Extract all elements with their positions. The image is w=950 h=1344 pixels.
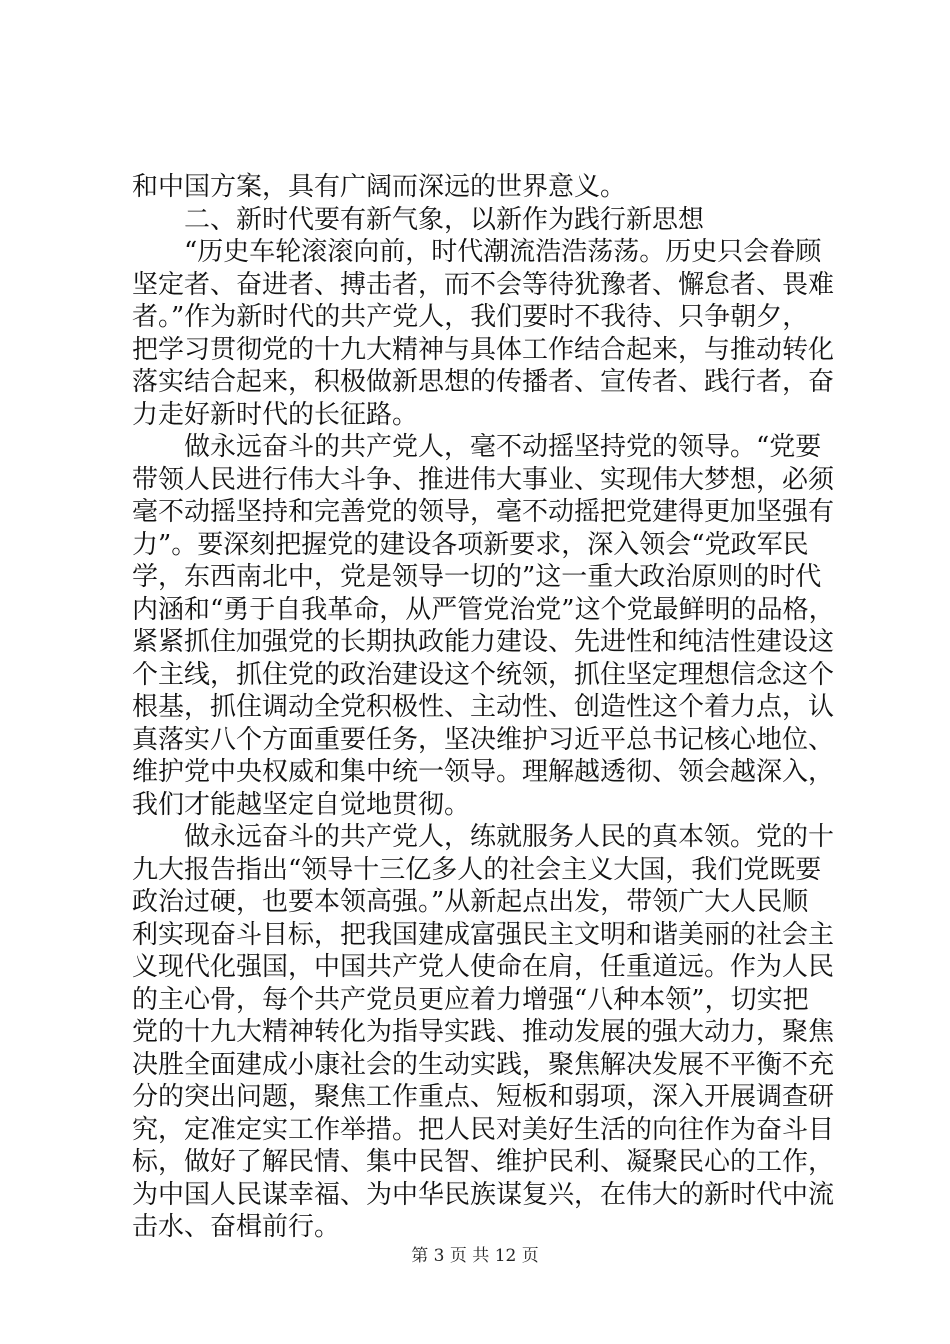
document-body: [132, 171, 835, 1244]
text-line: 真落实八个方面重要任务，坚决维护习近平总书记核心地位、: [132, 724, 835, 755]
text-line: 紧紧抓住加强党的长期执政能力建设、先进性和纯洁性建设这: [132, 627, 835, 657]
page-number-footer: 第 3 页 共 12 页: [411, 1246, 539, 1266]
text-line: 党的十九大精神转化为指导实践、推动发展的强大动力，聚焦: [132, 1017, 835, 1047]
text-line: 学，东西南北中，党是领导一切的”这一重大政治原则的时代: [132, 562, 822, 592]
text-line: 为中国人民谋幸福、为中华民族谋复兴，在伟大的新时代中流: [132, 1179, 835, 1210]
text-line: 九大报告指出“领导十三亿多人的社会主义大国，我们党既要: [132, 854, 822, 885]
text-line: 和中国方案，具有广阔而深远的世界意义。: [132, 172, 627, 202]
text-line: 做永远奋斗的共产党人，练就服务人民的真本领。党的十: [132, 822, 835, 852]
text-line: 做永远奋斗的共产党人，毫不动摇坚持党的领导。“党要: [132, 432, 822, 462]
section-heading: 二、新时代要有新气象，以新作为践行新思想: [132, 204, 705, 235]
text-line: 坚定者、奋进者、搏击者，而不会等待犹豫者、懈怠者、畏难: [132, 269, 835, 300]
text-line: 力”。要深刻把握党的建设各项新要求，深入领会“党政军民: [132, 529, 809, 560]
text-line: 根基，抓住调动全党积极性、主动性、创造性这个着力点，认: [132, 692, 835, 722]
text-line: 力走好新时代的长征路。: [132, 399, 419, 430]
text-line: 决胜全面建成小康社会的生动实践，聚焦解决发展不平衡不充: [132, 1049, 835, 1080]
text-line: 政治过硬，也要本领高强。”从新起点出发，带领广大人民顺: [132, 887, 809, 917]
text-line: 维护党中央权威和集中统一领导。理解越透彻、领会越深入，: [132, 757, 835, 787]
text-line: 标，做好了解民情、集中民智、维护民利、凝聚民心的工作，: [132, 1147, 835, 1177]
text-line: 分的突出问题，聚焦工作重点、短板和弱项，深入开展调查研: [132, 1082, 835, 1112]
text-line: 毫不动摇坚持和完善党的领导，毫不动摇把党建得更加坚强有: [132, 497, 835, 527]
text-line: 义现代化强国，中国共产党人使命在肩，任重道远。作为人民: [132, 952, 835, 982]
text-line: 击水、奋楫前行。: [132, 1212, 341, 1242]
text-line: 者。”作为新时代的共产党人，我们要时不我待、只争朝夕，: [132, 302, 809, 332]
text-line: 究，定准定实工作举措。把人民对美好生活的向往作为奋斗目: [132, 1114, 835, 1145]
text-line: “历史车轮滚滚向前，时代潮流浩浩荡荡。历史只会眷顾: [132, 237, 822, 267]
text-line: 把学习贯彻党的十九大精神与具体工作结合起来，与推动转化: [132, 334, 835, 365]
text-line: 带领人民进行伟大斗争、推进伟大事业、实现伟大梦想，必须: [132, 464, 835, 495]
text-line: 我们才能越坚定自觉地贯彻。: [132, 789, 471, 820]
text-line: 落实结合起来，积极做新思想的传播者、宣传者、践行者，奋: [132, 367, 835, 397]
text-line: 个主线，抓住党的政治建设这个统领，抓住坚定理想信念这个: [132, 659, 835, 690]
text-line: 利实现奋斗目标，把我国建成富强民主文明和谐美丽的社会主: [132, 919, 835, 950]
text-line: 内涵和“勇于自我革命，从严管党治党”这个党最鲜明的品格，: [132, 594, 835, 625]
text-line: 的主心骨，每个共产党员更应着力增强“八种本领”，切实把: [132, 984, 809, 1015]
